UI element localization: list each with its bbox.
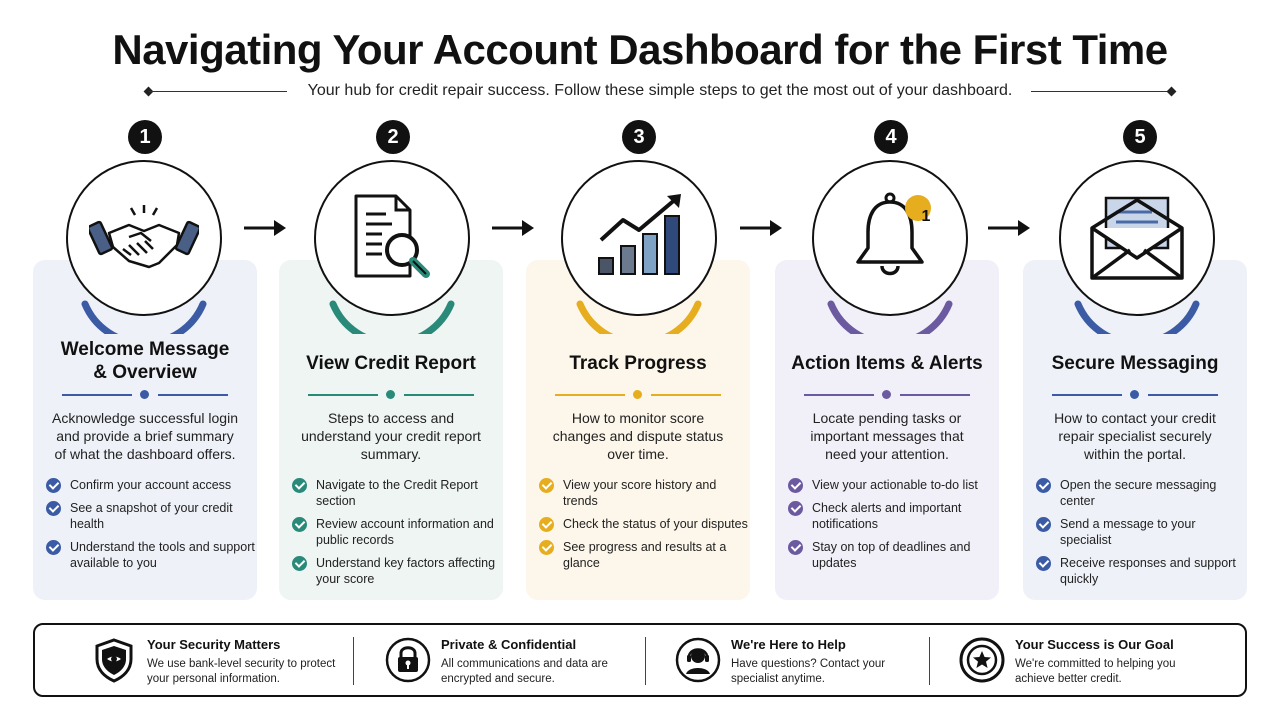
footer-text: Have questions? Contact your specialist anytime. — [731, 658, 886, 685]
step-bullet-list — [539, 477, 749, 578]
step-divider — [804, 390, 970, 399]
footer-heading: Your Security Matters — [147, 637, 281, 652]
step-bullet-item — [46, 539, 256, 571]
step-divider — [1052, 390, 1218, 399]
step-bullet-text: Confirm your account access — [70, 478, 232, 492]
step-divider — [62, 390, 228, 399]
check-circle-icon — [1036, 517, 1051, 532]
shield-icon — [91, 637, 137, 683]
step-number-badge: 5 — [1123, 120, 1157, 154]
step-bullet-text: Understand key factors affecting your score — [316, 556, 496, 586]
footer-separator — [645, 637, 646, 685]
arrow-right-icon — [738, 216, 784, 240]
step-title-line: Secure Messaging — [1051, 353, 1219, 374]
support-agent-icon — [675, 637, 721, 683]
footer-text: We use bank-level security to protect your personal information. — [147, 658, 336, 685]
step-bullet-text: Navigate to the Credit Report section — [316, 478, 478, 508]
step-bullet-text: Receive responses and support quickly — [1060, 556, 1236, 586]
arrow-right-icon — [986, 216, 1032, 240]
check-circle-icon — [788, 501, 803, 516]
footer-heading: Private & Confidential — [441, 637, 577, 652]
footer-separator — [929, 637, 930, 685]
step-bullet-text: Check alerts and important notifications — [812, 501, 962, 531]
step-bullet-text: Understand the tools and support available to you — [70, 540, 255, 570]
step-title — [279, 352, 503, 375]
footer-heading: We're Here to Help — [731, 637, 846, 652]
step-accent-arc — [574, 238, 704, 334]
step-bullet-list — [46, 477, 256, 578]
step-description: Locate pending tasks or important messages that need your attention. — [810, 410, 964, 462]
step-title-line: & Overview — [93, 362, 197, 383]
step-number-badge: 3 — [622, 120, 656, 154]
step-title-line: View Credit Report — [306, 353, 476, 374]
step-description: Acknowledge successful login and provide a brief summary of what the dashboard offers. — [52, 410, 238, 462]
footer-text: We're committed to helping you achieve better credit. — [1015, 658, 1176, 685]
footer-separator — [353, 637, 354, 685]
step-bullet-text: View your score history and trends — [563, 478, 717, 508]
lock-icon — [385, 637, 431, 683]
step-bullet-text: View your actionable to-do list — [812, 478, 978, 492]
arrow-right-icon — [242, 216, 288, 240]
check-circle-icon — [788, 478, 803, 493]
step-description: Steps to access and understand your credit report summary. — [301, 410, 481, 462]
step-bullet-list — [292, 477, 502, 594]
step-bullet-item — [292, 555, 502, 587]
check-circle-icon — [539, 517, 554, 532]
step-accent-arc — [79, 238, 209, 334]
step-number-badge: 1 — [128, 120, 162, 154]
step-bullet-list — [788, 477, 998, 578]
step-title-line: Track Progress — [569, 353, 707, 374]
check-circle-icon — [292, 556, 307, 571]
divider-line — [1031, 91, 1171, 92]
check-circle-icon — [1036, 556, 1051, 571]
step-bullet-item — [292, 477, 502, 509]
step-divider — [308, 390, 474, 399]
step-bullet-item — [46, 477, 256, 493]
step-title — [33, 338, 257, 384]
check-circle-icon — [292, 517, 307, 532]
check-circle-icon — [1036, 478, 1051, 493]
step-bullet-text: Send a message to your specialist — [1060, 517, 1196, 547]
check-circle-icon — [46, 501, 61, 516]
step-bullet-text: Check the status of your disputes — [563, 517, 748, 531]
step-bullet-item — [539, 516, 749, 532]
footer-heading: Your Success is Our Goal — [1015, 637, 1174, 652]
step-bullet-text: See progress and results at a glance — [563, 540, 727, 570]
check-circle-icon — [46, 478, 61, 493]
step-bullet-item — [788, 500, 998, 532]
footer-text: All communications and data are encrypted and secure. — [441, 658, 608, 685]
check-circle-icon — [46, 540, 61, 555]
step-number-badge: 2 — [376, 120, 410, 154]
check-circle-icon — [292, 478, 307, 493]
step-divider — [555, 390, 721, 399]
step-bullet-text: Stay on top of deadlines and updates — [812, 540, 971, 570]
step-number-badge: 4 — [874, 120, 908, 154]
check-circle-icon — [539, 478, 554, 493]
step-title — [526, 352, 750, 375]
step-bullet-item — [788, 477, 998, 493]
step-bullet-list — [1036, 477, 1246, 594]
step-bullet-item — [788, 539, 998, 571]
step-description: How to monitor score changes and dispute status over time. — [552, 410, 724, 462]
step-description: How to contact your credit repair specialist securely within the portal. — [1054, 410, 1216, 462]
trust-footer — [33, 623, 1247, 697]
step-bullet-item — [1036, 477, 1246, 509]
step-title — [775, 352, 999, 375]
step-bullet-item — [1036, 555, 1246, 587]
step-bullet-text: Open the secure messaging center — [1060, 478, 1217, 508]
page-title: Navigating Your Account Dashboard for the First Time — [112, 26, 1168, 73]
arrow-right-icon — [490, 216, 536, 240]
star-badge-icon — [959, 637, 1005, 683]
step-title-line: Welcome Message — [60, 339, 230, 360]
step-bullet-item — [539, 477, 749, 509]
step-accent-arc — [327, 238, 457, 334]
step-title — [1023, 352, 1247, 375]
step-bullet-item — [292, 516, 502, 548]
step-bullet-text: See a snapshot of your credit health — [70, 501, 233, 531]
step-bullet-item — [1036, 516, 1246, 548]
check-circle-icon — [788, 540, 803, 555]
step-accent-arc — [825, 238, 955, 334]
step-accent-arc — [1072, 238, 1202, 334]
step-bullet-item — [46, 500, 256, 532]
page-subtitle: Your hub for credit repair success. Follow these simple steps to get the most out of your dashboard. — [307, 82, 1013, 99]
step-bullet-text: Review account information and public records — [316, 517, 494, 547]
subtitle-row — [145, 82, 1175, 102]
check-circle-icon — [539, 540, 554, 555]
step-bullet-item — [539, 539, 749, 571]
alert-count-badge: 1 — [921, 208, 931, 225]
step-title-line: Action Items & Alerts — [791, 353, 983, 374]
